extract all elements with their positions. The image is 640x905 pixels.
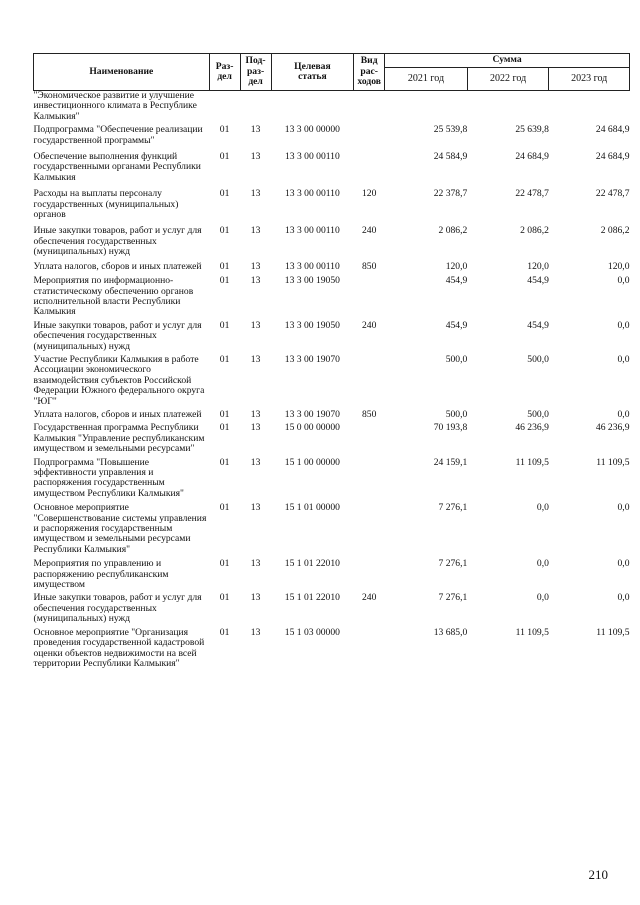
- row-target: 13 3 00 00000: [284, 124, 340, 136]
- row-sum-2021: 2 086,2: [438, 225, 468, 237]
- row-section: 01: [219, 319, 230, 331]
- row-subsection: 13: [250, 275, 261, 287]
- row-section: 01: [219, 592, 230, 604]
- row-subsection: 13: [250, 124, 261, 136]
- row-sum-2023: 24 684,9: [595, 124, 630, 136]
- row-subsection: 13: [250, 353, 261, 365]
- table-row: [34, 559, 630, 593]
- row-sum-2022: 0,0: [536, 502, 549, 514]
- row-subsection: 13: [250, 422, 261, 434]
- row-sum-2021: 454,9: [445, 319, 468, 331]
- table-header: [34, 54, 630, 91]
- row-expense-type: [354, 503, 385, 559]
- row-name: Иные закупки товаров, работ и услуг для обеспечения государственных (муниципальных) нужд: [33, 225, 202, 258]
- row-name: Мероприятия по управлению и распоряжению республиканским имуществом: [33, 558, 169, 591]
- table-row: [34, 423, 630, 457]
- row-sum-2022: 11 109,5: [515, 626, 549, 638]
- row-subsection: 13: [250, 260, 261, 272]
- header-year-2023: 2023 год: [549, 68, 630, 91]
- row-name: Мероприятия по информационно-статистическому обеспечению органов исполнительной власти Республики Калмыкия: [33, 275, 194, 318]
- row-target: 15 1 01 00000: [284, 502, 340, 514]
- row-subsection: 13: [250, 225, 261, 237]
- row-name: Обеспечение выполнения функций государственными органами Республики Калмыкия: [33, 151, 201, 183]
- row-expense-type: [354, 423, 385, 457]
- row-sum-2023: 0,0: [617, 275, 630, 287]
- row-sum-2021: 25 539,8: [433, 124, 468, 136]
- table-row: [34, 503, 630, 559]
- row-subsection: 13: [250, 151, 261, 163]
- table-row: [34, 262, 630, 276]
- table-row: [34, 125, 630, 152]
- row-section: 01: [219, 558, 230, 570]
- row-sum-2023: 0,0: [617, 353, 630, 365]
- row-section: 01: [219, 260, 230, 272]
- row-sum-2022: 0,0: [536, 592, 549, 604]
- row-sum-2022: 500,0: [527, 408, 549, 420]
- row-sum-2023: 0,0: [617, 558, 630, 570]
- row-expense-type: [354, 458, 385, 504]
- header-expense-type: Вид рас- ходов: [354, 54, 385, 91]
- row-sum-2022: 25 639,8: [515, 124, 549, 136]
- header-year-2022: 2022 год: [467, 68, 549, 91]
- row-expense-type: [354, 276, 385, 321]
- row-section: 01: [219, 353, 230, 365]
- row-section: 01: [219, 151, 230, 163]
- row-sum-2021: 70 193,8: [433, 422, 468, 434]
- row-section: 01: [219, 275, 230, 287]
- row-sum-2022: 2 086,2: [520, 225, 549, 237]
- row-name: Подпрограмма "Повышение эффективности управления и распоряжения государственным имуществом Республики Калмыкия": [33, 456, 184, 499]
- row-sum-2022: 24 684,9: [515, 151, 549, 163]
- row-target: 13 3 00 00110: [284, 260, 340, 272]
- row-sum-2022: 500,0: [527, 353, 549, 365]
- row-target: 13 3 00 19070: [284, 408, 340, 420]
- table-row: [34, 189, 630, 226]
- row-target: 13 3 00 00110: [284, 188, 340, 200]
- header-name: Наименование: [34, 54, 210, 91]
- row-subsection: 13: [250, 408, 261, 420]
- header-sum: Сумма: [385, 54, 630, 68]
- row-expense-type: 240: [361, 319, 377, 331]
- row-expense-type: [354, 355, 385, 410]
- row-sum-2023: 0,0: [617, 592, 630, 604]
- row-target: 15 1 01 22010: [284, 592, 340, 604]
- row-sum-2023: [549, 91, 630, 126]
- row-subsection: 13: [250, 502, 261, 514]
- row-sum-2022: 454,9: [527, 275, 549, 287]
- row-section: 01: [219, 124, 230, 136]
- row-name: Участие Республики Калмыкия в работе Ассоциации экономического взаимодействия субъектов Российской Федерации Южного федерального округа "ЮГ": [33, 353, 205, 407]
- row-sum-2023: 0,0: [617, 408, 630, 420]
- row-name: Государственная программа Республики Калмыкия "Управление республиканским имуществом и земельными ресурсами": [33, 422, 205, 455]
- table-row: [34, 628, 630, 673]
- row-target: 15 1 00 00000: [284, 456, 340, 468]
- row-sum-2021: 7 276,1: [438, 558, 468, 570]
- row-sum-2021: [385, 91, 468, 126]
- row-expense-type: 240: [361, 225, 377, 237]
- header-year-2021: 2021 год: [385, 68, 468, 91]
- row-sum-2021: 500,0: [445, 408, 468, 420]
- row-subsection: 13: [250, 592, 261, 604]
- row-sum-2022: [467, 91, 549, 126]
- header-target: Целевая статья: [271, 54, 354, 91]
- row-sum-2023: 24 684,9: [595, 151, 630, 163]
- row-sum-2021: 7 276,1: [438, 502, 468, 514]
- row-sum-2023: 0,0: [617, 319, 630, 331]
- row-sum-2022: 46 236,9: [515, 422, 549, 434]
- row-section: 01: [219, 225, 230, 237]
- table-row: [34, 152, 630, 189]
- row-name: Расходы на выплаты персоналу государственных (муниципальных) органов: [33, 188, 179, 221]
- row-sum-2021: 500,0: [445, 353, 468, 365]
- table-row: [34, 593, 630, 627]
- row-sum-2023: 120,0: [607, 260, 630, 272]
- row-name: Уплата налогов, сборов и иных платежей: [33, 260, 202, 272]
- row-sum-2021: 13 685,0: [433, 626, 468, 638]
- row-section: [209, 91, 240, 126]
- row-name: Основное мероприятие "Организация проведения государственной кадастровой оценки объектов недвижимости на всей территории Республики Калмыкия": [33, 626, 205, 669]
- table-row: [34, 458, 630, 504]
- row-name: Основное мероприятие "Совершенствование системы управления и распоряжения государственным имуществом и земельными ресурсами Республики Калмыкия": [33, 502, 207, 555]
- row-subsection: 13: [250, 188, 261, 200]
- row-sum-2021: 22 378,7: [433, 188, 468, 200]
- row-target: 13 3 00 19050: [284, 319, 340, 331]
- row-name: "Экономическое развитие и улучшение инвестиционного климата в Республике Калмыкия": [33, 90, 197, 122]
- row-sum-2021: 120,0: [445, 260, 468, 272]
- row-target: [271, 91, 354, 126]
- row-expense-type: 120: [361, 188, 377, 200]
- row-target: 15 0 00 00000: [284, 422, 340, 434]
- table-row: [34, 91, 630, 126]
- row-name: Подпрограмма "Обеспечение реализации государственной программы": [33, 124, 203, 146]
- row-section: 01: [219, 188, 230, 200]
- table-row: [34, 276, 630, 321]
- row-sum-2022: 454,9: [527, 319, 549, 331]
- row-target: 13 3 00 19050: [284, 275, 340, 287]
- row-expense-type: 240: [361, 592, 377, 604]
- row-section: 01: [219, 408, 230, 420]
- row-expense-type: [354, 91, 385, 126]
- row-subsection: 13: [250, 558, 261, 570]
- row-name: Иные закупки товаров, работ и услуг для обеспечения государственных (муниципальных) нужд: [33, 592, 202, 625]
- row-subsection: 13: [250, 456, 261, 468]
- row-target: 13 3 00 19070: [284, 353, 340, 365]
- row-expense-type: [354, 628, 385, 673]
- row-sum-2023: 22 478,7: [595, 188, 630, 200]
- page-number: 210: [588, 867, 608, 882]
- row-sum-2021: 7 276,1: [438, 592, 468, 604]
- table-body: [34, 91, 630, 673]
- row-sum-2022: 11 109,5: [515, 456, 549, 468]
- row-expense-type: [354, 559, 385, 593]
- row-sum-2021: 454,9: [445, 275, 468, 287]
- row-name: Иные закупки товаров, работ и услуг для обеспечения государственных (муниципальных) нужд: [33, 319, 202, 352]
- row-sum-2022: 120,0: [527, 260, 549, 272]
- row-sum-2021: 24 159,1: [433, 456, 468, 468]
- row-sum-2022: 22 478,7: [515, 188, 549, 200]
- row-subsection: 13: [250, 626, 261, 638]
- row-target: 13 3 00 00110: [284, 225, 340, 237]
- row-target: 15 1 01 22010: [284, 558, 340, 570]
- row-sum-2023: 2 086,2: [600, 225, 630, 237]
- table-row: [34, 321, 630, 355]
- row-expense-type: [354, 125, 385, 152]
- table-row: [34, 226, 630, 261]
- row-target: 15 1 03 00000: [284, 626, 340, 638]
- row-sum-2022: 0,0: [536, 558, 549, 570]
- row-target: 13 3 00 00110: [284, 151, 340, 163]
- row-sum-2023: 11 109,5: [596, 456, 630, 468]
- row-section: 01: [219, 502, 230, 514]
- row-expense-type: [354, 152, 385, 189]
- row-sum-2023: 11 109,5: [596, 626, 630, 638]
- row-section: 01: [219, 422, 230, 434]
- row-sum-2023: 46 236,9: [595, 422, 630, 434]
- budget-table: [33, 53, 630, 672]
- row-section: 01: [219, 456, 230, 468]
- row-expense-type: 850: [361, 408, 377, 420]
- table-row: [34, 410, 630, 423]
- header-section: Раз- дел: [209, 54, 240, 91]
- row-sum-2021: 24 584,9: [433, 151, 468, 163]
- row-sum-2023: 0,0: [617, 502, 630, 514]
- row-subsection: [240, 91, 271, 126]
- row-subsection: 13: [250, 319, 261, 331]
- table-row: [34, 355, 630, 410]
- row-expense-type: 850: [361, 260, 377, 272]
- row-name: Уплата налогов, сборов и иных платежей: [33, 408, 202, 420]
- header-subsection: Под- раз- дел: [240, 54, 271, 91]
- row-section: 01: [219, 626, 230, 638]
